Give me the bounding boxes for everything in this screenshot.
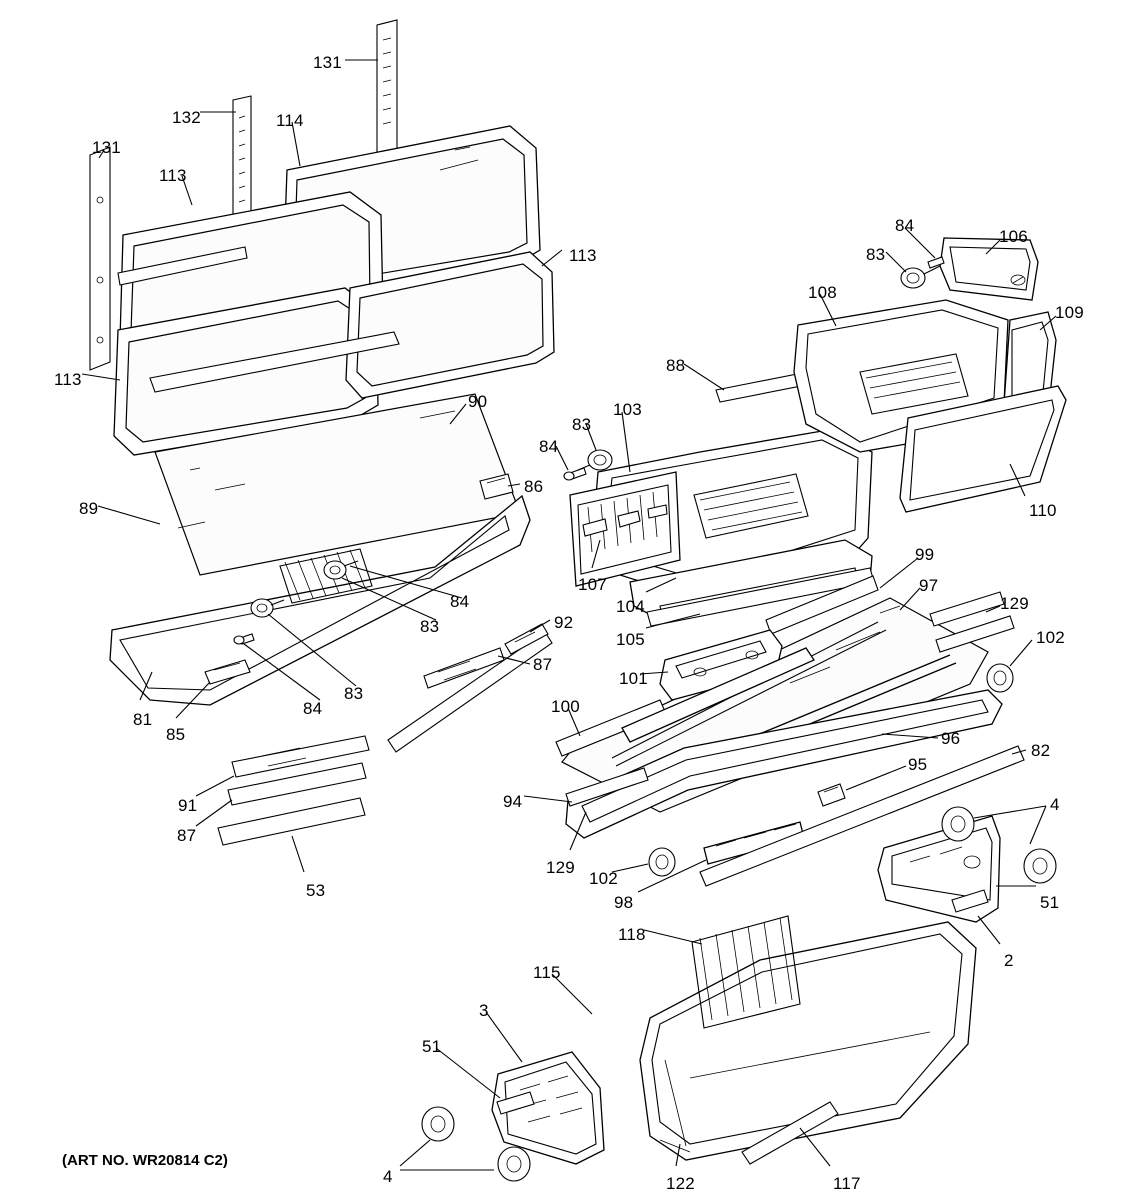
callout-85: 85 bbox=[166, 725, 186, 744]
callout-96: 96 bbox=[941, 729, 961, 748]
callout-87-lower: 87 bbox=[177, 826, 197, 845]
callout-4-bottom-left: 4 bbox=[383, 1167, 393, 1186]
callout-107: 107 bbox=[578, 575, 607, 594]
callout-105: 105 bbox=[616, 630, 645, 649]
callout-94: 94 bbox=[503, 792, 523, 811]
callout-113-upper-left: 113 bbox=[159, 166, 187, 185]
callout-95: 95 bbox=[908, 755, 928, 774]
callout-110: 110 bbox=[1029, 501, 1057, 520]
callout-97: 97 bbox=[919, 576, 939, 595]
callout-113-right: 113 bbox=[569, 246, 597, 265]
callout-98: 98 bbox=[614, 893, 634, 912]
callout-113-lower-left: 113 bbox=[54, 370, 82, 389]
callout-87-upper: 87 bbox=[533, 655, 553, 674]
callout-100: 100 bbox=[551, 697, 580, 716]
callout-118: 118 bbox=[618, 925, 646, 944]
callout-84-top-right: 84 bbox=[895, 216, 915, 235]
callout-101: 101 bbox=[619, 669, 648, 688]
callout-84-left-lower: 84 bbox=[303, 699, 323, 718]
art-number-label: (ART NO. WR20814 C2) bbox=[62, 1152, 228, 1169]
callout-83-top-right: 83 bbox=[866, 245, 886, 264]
callout-90: 90 bbox=[468, 392, 488, 411]
callout-132: 132 bbox=[172, 108, 201, 127]
callout-129-right: 129 bbox=[1000, 594, 1029, 613]
callout-108: 108 bbox=[808, 283, 837, 302]
callout-117: 117 bbox=[833, 1174, 861, 1193]
callout-4-right: 4 bbox=[1050, 795, 1060, 814]
callout-82: 82 bbox=[1031, 741, 1051, 760]
callout-91: 91 bbox=[178, 796, 198, 815]
callout-83-left-upper: 83 bbox=[420, 617, 440, 636]
callout-83-left-lower: 83 bbox=[344, 684, 364, 703]
callout-92: 92 bbox=[554, 613, 574, 632]
callout-84-center: 84 bbox=[539, 437, 559, 456]
callout-83-center: 83 bbox=[572, 415, 592, 434]
callout-89: 89 bbox=[79, 499, 99, 518]
callout-88: 88 bbox=[666, 356, 686, 375]
callout-53: 53 bbox=[306, 881, 326, 900]
callout-86: 86 bbox=[524, 477, 544, 496]
callout-122: 122 bbox=[666, 1174, 695, 1193]
callout-129-bottom: 129 bbox=[546, 858, 575, 877]
callout-3: 3 bbox=[479, 1001, 489, 1020]
callout-2: 2 bbox=[1004, 951, 1014, 970]
callout-106: 106 bbox=[999, 227, 1028, 246]
callout-109: 109 bbox=[1055, 303, 1084, 322]
callout-104: 104 bbox=[616, 597, 645, 616]
callout-131-left: 131 bbox=[92, 138, 121, 157]
callout-114: 114 bbox=[276, 111, 304, 130]
callout-51-left: 51 bbox=[422, 1037, 442, 1056]
callout-103: 103 bbox=[613, 400, 642, 419]
callout-131: 131 bbox=[313, 53, 342, 72]
callout-84-left-upper: 84 bbox=[450, 592, 470, 611]
callout-81: 81 bbox=[133, 710, 153, 729]
callout-102-right: 102 bbox=[1036, 628, 1065, 647]
callout-51-right: 51 bbox=[1040, 893, 1060, 912]
callout-99: 99 bbox=[915, 545, 935, 564]
callout-102-bottom: 102 bbox=[589, 869, 618, 888]
callout-115: 115 bbox=[533, 963, 561, 982]
